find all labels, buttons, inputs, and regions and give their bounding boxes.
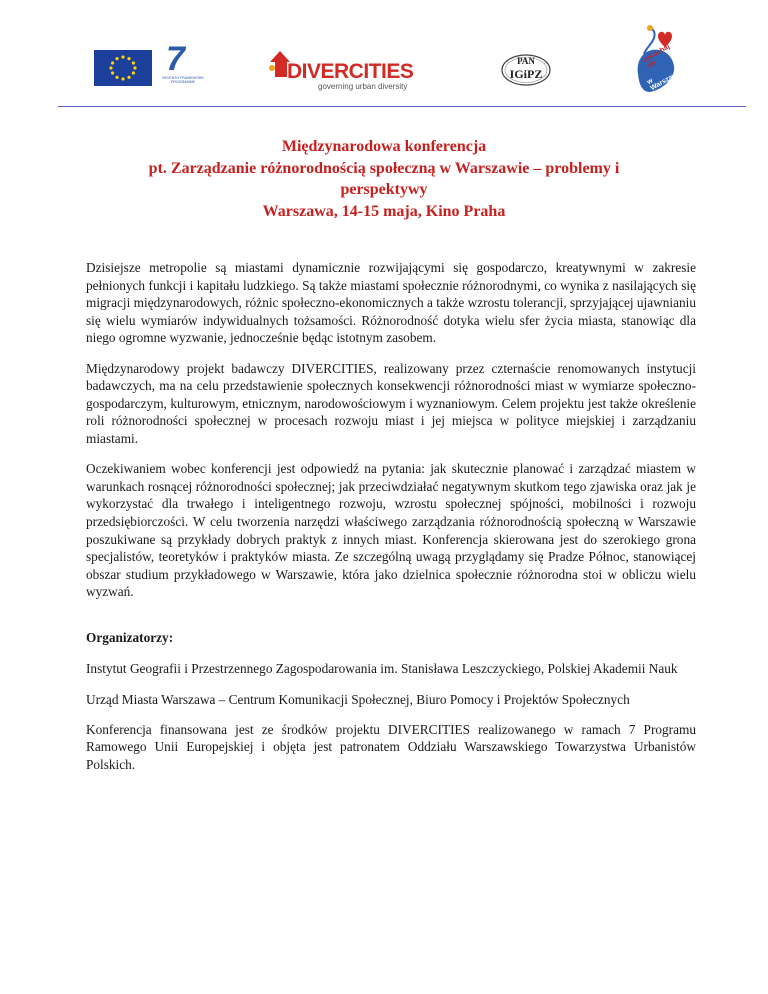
title-line-1: Międzynarodowa konferencja: [281, 138, 487, 155]
title-line-2: pt. Zarządzanie różnorodnością społeczną w Warszawie – problemy i: [148, 159, 620, 177]
document-body: [86, 259, 696, 786]
divercities-tagline: governing urban diversity: [318, 82, 408, 91]
pan-igipz-logo: PAN IGiPZ: [500, 52, 552, 88]
organizers-heading: Organizatorzy:: [86, 629, 174, 645]
divercities-wordmark: DIVERCITIES: [287, 60, 414, 83]
conference-title: [80, 136, 688, 222]
eu-stars-icon: [94, 50, 152, 86]
title-date-venue: Warszawa, 14-15 maja, Kino Praha: [262, 202, 506, 220]
divercities-logo: [268, 48, 413, 90]
title-line-3: perspektywy: [340, 181, 428, 199]
paragraph-expectations: Oczekiwaniem wobec konferencji jest odpowiedź na pytania: jak skutecznie planować i zarządzać miastem w warunkach rosnącej różnorodności społecznej; jak przeciwdziałać negatywnym skutkom tego zjawiska oraz jak je wykorzystać dla trwałego i inteligentnego rozwoju, wzrostu społecznej spójności, mobilności i rozwoju przedsiębiorczości. W celu tworzenia narzędzi właściwego zarządzania różnorodnością społeczną w Warszawie poszukiwane są przykłady dobrych praktyk z innych miast. Konferencja skierowana jest do szerokiego grona specjalistów, teoretyków i praktyków miasta. Ze szczególną uwagą przyglądamy się Pradze Północ, stanowiącej obszar studium przykładowego w Warszawie, która jako dzielnica społecznie różnorodna stoi w obliczu wielu wyzwań.: [86, 461, 696, 600]
funding-note: Konferencja finansowana jest ze środków projektu DIVERCITIES realizowanego w ramach 7 Programu Ramowego Unii Europejskiej i objęta jest patronatem Oddziału Warszawskiego Towarzystwa Urbanistów Polskich.: [86, 721, 696, 773]
zakochaj-w-warszawie-logo: zakochaj się w Warszawie: [632, 22, 680, 94]
organizer-city-office: Urząd Miasta Warszawa – Centrum Komunikacji Społecznej, Biuro Pomocy i Projektów Społecznych: [86, 691, 630, 707]
header-divider: [58, 106, 746, 107]
eu-flag-logo: [94, 50, 152, 86]
fp7-logo: 7 SEVENTH FRAMEWORK PROGRAMME: [158, 44, 208, 90]
paragraph-intro: Dzisiejsze metropolie są miastami dynamicznie rozwijającymi się gospodarczo, kreatywnymi w zakresie pełnionych funkcji i kapitału ludzkiego. Są także miastami społecznie różnorodnymi, co wynika z nasilających się migracji międzynarodowych, różnic społeczno-ekonomicznych a także wzrostu tolerancji, sprzyjającej ujawnianiu się wielu wymiarów indywidualnych tożsamości. Różnorodność dotyka wielu sfer życia miasta, stanowiąc dla niego ogromne wyzwanie, jednocześnie będąc istotnym zasobem.: [86, 260, 696, 346]
fp7-caption: SEVENTH FRAMEWORK PROGRAMME: [162, 76, 204, 84]
organizer-igipz: Instytut Geografii i Przestrzennego Zagospodarowania im. Stanisława Leszczyckiego, Polskiej Akademii Nauk: [86, 661, 678, 677]
logo-bar: [0, 0, 768, 106]
paragraph-project: Międzynarodowy projekt badawczy DIVERCITIES, realizowany przez czternaście renomowanych instytucji badawczych, ma na celu przedstawienie społecznych konsekwencji różnorodności miast w wymiarze społeczno-gospodarczym, kulturowym, etnicznym, narodowościowym i wyznaniowym. Celem projektu jest także określenie roli różnorodności społecznej w procesach rozwoju miast i jej miejsca w polityce miejskiej i zarządzaniu miastami.: [86, 360, 696, 446]
